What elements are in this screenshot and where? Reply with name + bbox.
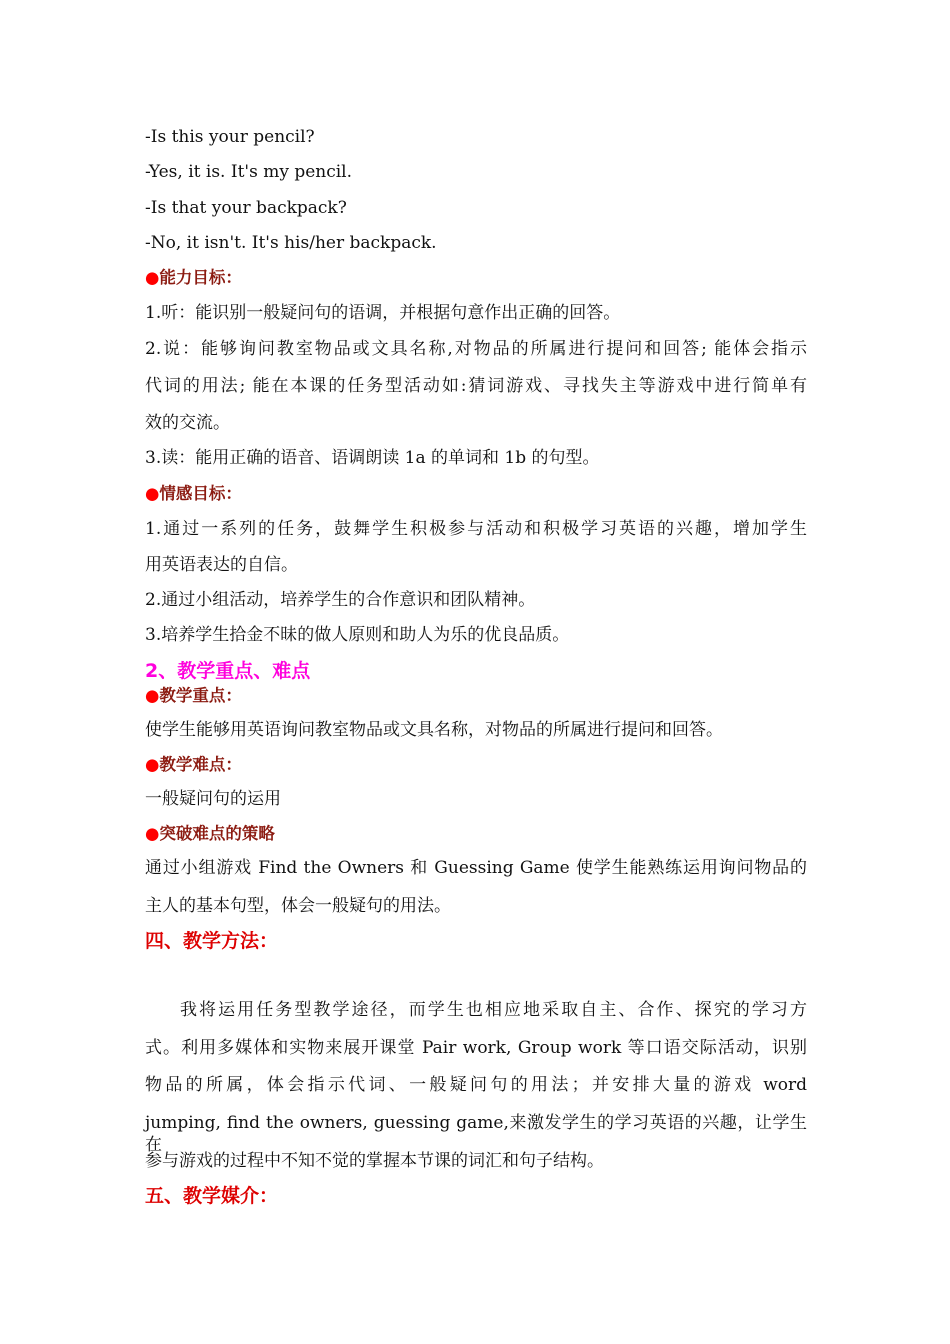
dialogue-line: -No, it isn't. It's his/her backpack.: [145, 233, 437, 253]
section-heading-teaching-media: 五、教学媒介：: [145, 1185, 279, 1207]
emotion-goals-heading: ●情感目标：: [145, 484, 242, 503]
strategy-line: 通过小组游戏 Find the Owners 和 Guessing Game 使学生能熟练运用询问物品的: [145, 858, 807, 878]
methods-line: 我将运用任务型教学途径，而学生也相应地采取自主、合作、探究的学习方: [180, 1000, 807, 1020]
emotion-goal-line: 用英语表达的自信。: [145, 555, 298, 575]
dialogue-line: -Is this your pencil?: [145, 127, 315, 147]
emotion-goal-line: 2.通过小组活动，培养学生的合作意识和团队精神。: [145, 590, 536, 610]
dialogue-line: -Is that your backpack?: [145, 198, 347, 218]
key-point-text: 使学生能够用英语询问教室物品或文具名称，对物品的所属进行提问和回答。: [145, 720, 723, 740]
bullet-icon: ●: [145, 268, 160, 287]
section-heading-key-difficult: 2、教学重点、难点: [145, 660, 311, 682]
bullet-icon: ●: [145, 824, 160, 843]
methods-line: 式。利用多媒体和实物来展开课堂 Pair work, Group work 等口语交际活动，识别: [145, 1038, 807, 1058]
bullet-icon: ●: [145, 686, 160, 705]
bullet-icon: ●: [145, 755, 160, 774]
emotion-goal-line: 1.通过一系列的任务，鼓舞学生积极参与活动和积极学习英语的兴趣，增加学生: [145, 519, 807, 539]
methods-line: 物品的所属，体会指示代词、一般疑问句的用法；并安排大量的游戏 word: [145, 1075, 807, 1095]
ability-goal-line: 1.听：能识别一般疑问句的语调，并根据句意作出正确的回答。: [145, 303, 621, 323]
ability-goal-line: 3.读：能用正确的语音、语调朗读 1a 的单词和 1b 的句型。: [145, 448, 600, 468]
methods-line: 参与游戏的过程中不知不觉的掌握本节课的词汇和句子结构。: [145, 1151, 604, 1171]
strategy-line: 主人的基本句型，体会一般疑句的用法。: [145, 896, 451, 916]
key-point-heading: ●教学重点：: [145, 686, 242, 705]
ability-goal-line: 2.说：能够询问教室物品或文具名称,对物品的所属进行提问和回答; 能体会指示: [145, 339, 807, 359]
ability-goal-line: 效的交流。: [145, 413, 230, 433]
difficulty-text: 一般疑问句的运用: [145, 789, 281, 809]
methods-line: jumping, find the owners, guessing game,来激发学生的学习英语的兴趣，让学生在: [145, 1113, 807, 1155]
emotion-goal-line: 3.培养学生拾金不昧的做人原则和助人为乐的优良品质。: [145, 625, 570, 645]
strategy-heading: ●突破难点的策略: [145, 824, 275, 843]
bullet-icon: ●: [145, 484, 160, 503]
dialogue-line: -Yes, it is. It's my pencil.: [145, 162, 353, 182]
section-heading-teaching-methods: 四、教学方法：: [145, 930, 279, 952]
ability-goal-line: 代词的用法; 能在本课的任务型活动如:猜词游戏、寻找失主等游戏中进行简单有: [145, 376, 807, 396]
ability-goals-heading: ●能力目标：: [145, 268, 242, 287]
difficulty-heading: ●教学难点：: [145, 755, 242, 774]
